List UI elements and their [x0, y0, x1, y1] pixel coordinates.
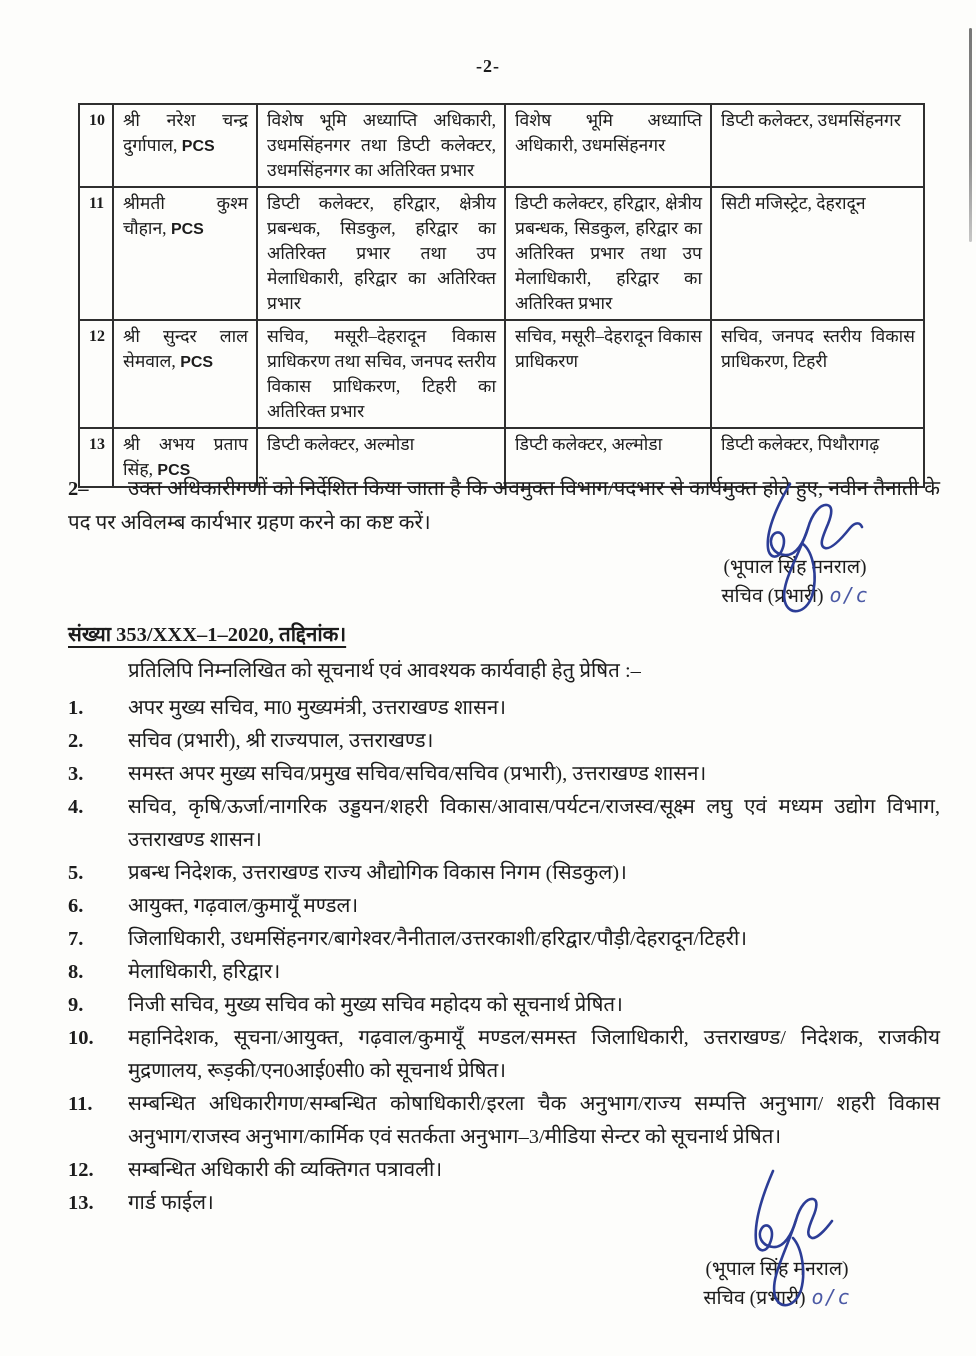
officer-name: श्री नरेश चन्द्र दुर्गापाल, PCS	[113, 104, 257, 187]
distribution-list	[68, 692, 940, 1220]
cadre-label: PCS	[181, 138, 215, 155]
list-item: 7. जिलाधिकारी, उधमसिंहनगर/बागेश्वर/नैनीताल/उत्तरकाशी/हरिद्वार/पौड़ी/देहरादून/टिहरी।	[68, 928, 748, 950]
reference-number-line: संख्या 353/XXX–1–2020, तद्दिनांक।	[68, 624, 347, 646]
table-row	[79, 320, 924, 428]
signature-block-bottom	[662, 1166, 892, 1310]
signatory-name: (भूपाल सिंह मनराल)	[723, 557, 867, 578]
list-item: 2. सचिव (प्रभारी), श्री राज्यपाल, उत्तराखण्ड।	[68, 730, 434, 752]
previous-posting: विशेष भूमि अध्याप्ति अधिकारी, उधमसिंहनगर तथा डिप्टी कलेक्टर, उधमसिंहनगर का अतिरिक्त प्रभार	[257, 104, 505, 187]
directive-text: उक्त अधिकारीगणों को निर्देशित किया जाता है कि अवमुक्त विभाग/पदभार से कार्यमुक्त होते हुए, नवीन तैनाती के पद पर अविलम्ब कार्यभार ग्रहण करने का कष्ट करें।	[68, 478, 940, 534]
office-copy-mark: o/c	[829, 583, 869, 607]
previous-posting: डिप्टी कलेक्टर, अल्मोडा	[257, 428, 505, 487]
copy-to-line: प्रतिलिपि निम्नलिखित को सूचनार्थ एवं आवश्यक कार्यवाही हेतु प्रेषित :–	[128, 660, 641, 682]
list-item: 12. सम्बन्धित अधिकारी की व्यक्तिगत पत्रावली।	[68, 1159, 443, 1181]
new-posting: डिप्टी कलेक्टर, उधमसिंहनगर	[711, 104, 924, 187]
paragraph-number: 2–	[68, 478, 89, 500]
list-item: 4. सचिव, कृषि/ऊर्जा/नागरिक उड्डयन/शहरी विकास/आवास/पर्यटन/राजस्व/सूक्ष्म लघु एवं मध्यम उद्योग विभाग, उत्तराखण्ड शासन।	[68, 796, 940, 851]
signature-block-top	[688, 482, 902, 608]
list-item: 9. निजी सचिव, मुख्य सचिव को मुख्य सचिव महोदय को सूचनार्थ प्रेषित।	[68, 994, 623, 1016]
serial-number: 10	[79, 104, 113, 187]
released-from-posting: सचिव, मसूरी–देहरादून विकास प्राधिकरण	[505, 320, 711, 428]
list-item: 8. मेलाधिकारी, हरिद्वार।	[68, 961, 281, 983]
cadre-label: PCS	[170, 221, 204, 238]
serial-number: 11	[79, 187, 113, 320]
page-number: -2-	[476, 56, 500, 76]
list-item: 13. गार्ड फाईल।	[68, 1192, 214, 1214]
signatory-title: सचिव (प्रभारी) o/c	[721, 583, 869, 607]
cadre-label: PCS	[157, 462, 191, 479]
scan-edge-artifact	[969, 28, 972, 242]
table-row	[79, 104, 924, 187]
signatory-name: (भूपाल सिंह मनराल)	[705, 1259, 849, 1280]
list-item: 11. सम्बन्धित अधिकारीगण/सम्बन्धित कोषाधिकारी/इरला चैक अनुभाग/राज्य सम्पत्ति अनुभाग/ शहरी विकास अनुभाग/राजस्व अनुभाग/कार्मिक एवं सतर्कता अनुभाग–3/मीडिया सेन्टर को सूचनार्थ प्रेषित।	[68, 1093, 940, 1148]
table-row	[79, 187, 924, 320]
list-item: 6. आयुक्त, गढ़वाल/कुमायूँ मण्डल।	[68, 895, 359, 917]
new-posting: सिटी मजिस्ट्रेट, देहरादून	[711, 187, 924, 320]
new-posting: सचिव, जनपद स्तरीय विकास प्राधिकरण, टिहरी	[711, 320, 924, 428]
list-item: 1. अपर मुख्य सचिव, मा0 मुख्यमंत्री, उत्तराखण्ड शासन।	[68, 697, 507, 719]
officer-name: श्रीमती कुश्म चौहान, PCS	[113, 187, 257, 320]
list-item: 3. समस्त अपर मुख्य सचिव/प्रमुख सचिव/सचिव/सचिव (प्रभारी), उत्तराखण्ड शासन।	[68, 763, 707, 785]
signatory-title: सचिव (प्रभारी) o/c	[703, 1285, 851, 1309]
list-item: 10. महानिदेशक, सूचना/आयुक्त, गढ़वाल/कुमायूँ मण्डल/समस्त जिलाधिकारी, उत्तराखण्ड/ निदेशक, राजकीय मुद्रणालय, रूड़की/एन0आई0सी0 को सूचनार्थ प्रेषित।	[68, 1027, 940, 1082]
cadre-label: PCS	[180, 354, 214, 371]
released-from-posting: विशेष भूमि अध्याप्ति अधिकारी, उधमसिंहनगर	[505, 104, 711, 187]
released-from-posting: डिप्टी कलेक्टर, हरिद्वार, क्षेत्रीय प्रबन्धक, सिडकुल, हरिद्वार का अतिरिक्त प्रभार तथा उप मेलाधिकारी, हरिद्वार का अतिरिक्त प्रभार	[505, 187, 711, 320]
transfer-table	[78, 103, 925, 488]
serial-number: 12	[79, 320, 113, 428]
officer-name: श्री सुन्दर लाल सेमवाल, PCS	[113, 320, 257, 428]
office-copy-mark: o/c	[811, 1285, 851, 1309]
previous-posting: डिप्टी कलेक्टर, हरिद्वार, क्षेत्रीय प्रबन्धक, सिडकुल, हरिद्वार का अतिरिक्त प्रभार तथा उप मेलाधिकारी, हरिद्वार का अतिरिक्त प्रभार	[257, 187, 505, 320]
officer-name: श्री अभय प्रताप सिंह, PCS	[113, 428, 257, 487]
list-item: 5. प्रबन्ध निदेशक, उत्तराखण्ड राज्य औद्योगिक विकास निगम (सिडकुल)।	[68, 862, 627, 884]
serial-number: 13	[79, 428, 113, 487]
new-posting: डिप्टी कलेक्टर, पिथौरागढ़	[711, 428, 924, 487]
previous-posting: सचिव, मसूरी–देहरादून विकास प्राधिकरण तथा सचिव, जनपद स्तरीय विकास प्राधिकरण, टिहरी का अतिरिक्त प्रभार	[257, 320, 505, 428]
released-from-posting: डिप्टी कलेक्टर, अल्मोडा	[505, 428, 711, 487]
